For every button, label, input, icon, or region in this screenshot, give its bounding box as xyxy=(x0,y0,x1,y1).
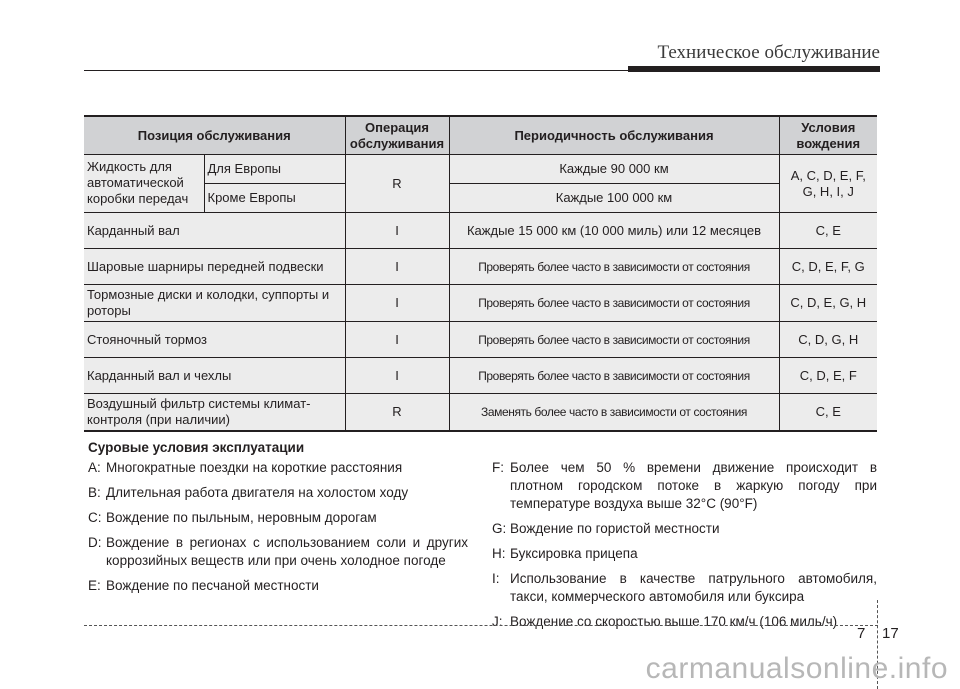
row-conditions: C, D, E, F, G xyxy=(779,249,877,285)
atf-interval-europe: Каждые 90 000 км xyxy=(449,155,779,184)
table-row xyxy=(84,358,877,394)
chapter-number: 7 xyxy=(857,625,866,642)
header-item: Позиция обслуживания xyxy=(84,116,345,155)
note-text: Вождение по пыльным, неровным дорогам xyxy=(106,510,377,525)
note-key: A: xyxy=(88,460,101,475)
header-operation: Операция обслуживания xyxy=(345,116,449,155)
note-key: J: xyxy=(492,614,503,629)
note-text: Многократные поездки на короткие расстояния xyxy=(106,460,403,475)
row-interval: Каждые 15 000 км (10 000 миль) или 12 месяцев xyxy=(449,213,779,249)
note-key: C: xyxy=(88,510,102,525)
table-row xyxy=(84,322,877,358)
row-conditions: C, D, G, H xyxy=(779,322,877,358)
list-item xyxy=(492,520,877,538)
row-conditions: C, E xyxy=(779,213,877,249)
note-text: Вождение по гористой местности xyxy=(510,521,720,536)
header-rule-accent xyxy=(628,66,880,72)
atf-item: Жидкость для автоматической коробки передач xyxy=(84,155,204,213)
atf-interval-non-europe: Каждые 100 000 км xyxy=(449,184,779,213)
row-interval: Заменять более часто в зависимости от состояния xyxy=(449,394,779,432)
header-conditions: Условия вождения xyxy=(779,116,877,155)
list-item xyxy=(492,545,877,563)
list-item xyxy=(88,509,468,527)
page-number: 17 xyxy=(882,625,899,642)
page-header-title: Техническое обслуживание xyxy=(657,42,880,63)
row-operation: I xyxy=(345,322,449,358)
row-operation: I xyxy=(345,249,449,285)
note-key: E: xyxy=(88,578,101,593)
table-row xyxy=(84,285,877,322)
list-item xyxy=(88,459,468,477)
notes-left-column xyxy=(88,459,468,602)
row-interval: Проверять более часто в зависимости от состояния xyxy=(449,285,779,322)
watermark: carmanualsonline.info xyxy=(645,652,948,685)
atf-operation: R xyxy=(345,155,449,213)
row-interval: Проверять более часто в зависимости от состояния xyxy=(449,249,779,285)
note-key: I: xyxy=(492,571,500,586)
row-operation: R xyxy=(345,394,449,432)
note-text: Вождение со скоростью выше 170 км/ч (106 миль/ч) xyxy=(510,614,838,629)
row-interval: Проверять более часто в зависимости от состояния xyxy=(449,358,779,394)
list-item xyxy=(88,534,468,570)
row-item: Карданный вал xyxy=(84,213,345,249)
note-text: Буксировка прицепа xyxy=(510,546,638,561)
table-row xyxy=(84,394,877,432)
table-row xyxy=(84,155,877,184)
note-text: Более чем 50 % времени движение происходит в плотном городском потоке в жаркую погоду при температуре воздуха выше 32°C (90°F) xyxy=(510,460,877,511)
note-text: Длительная работа двигателя на холостом ходу xyxy=(106,485,409,500)
row-interval: Проверять более часто в зависимости от состояния xyxy=(449,322,779,358)
list-item xyxy=(492,459,877,513)
row-item: Шаровые шарниры передней подвески xyxy=(84,249,345,285)
notes-title: Суровые условия эксплуатации xyxy=(88,440,305,455)
footer-divider xyxy=(84,625,878,626)
atf-conditions: A, C, D, E, F, G, H, I, J xyxy=(779,155,877,213)
atf-europe: Для Европы xyxy=(204,155,345,184)
row-operation: I xyxy=(345,285,449,322)
table-row xyxy=(84,213,877,249)
row-operation: I xyxy=(345,213,449,249)
note-text: Использование в качестве патрульного автомобиля, такси, коммерческого автомобиля или буксира xyxy=(510,571,877,604)
note-key: B: xyxy=(88,485,101,500)
list-item xyxy=(88,484,468,502)
note-key: G: xyxy=(492,521,507,536)
row-conditions: C, E xyxy=(779,394,877,432)
row-item: Стояночный тормоз xyxy=(84,322,345,358)
atf-non-europe: Кроме Европы xyxy=(204,184,345,213)
row-item: Карданный вал и чехлы xyxy=(84,358,345,394)
note-text: Вождение по песчаной местности xyxy=(106,578,319,593)
list-item xyxy=(492,613,877,631)
table-header-row xyxy=(84,116,877,155)
note-key: F: xyxy=(492,460,504,475)
row-item: Воздушный фильтр системы климат-контроля (при наличии) xyxy=(84,394,345,432)
row-conditions: C, D, E, F xyxy=(779,358,877,394)
header-interval: Периодичность обслуживания xyxy=(449,116,779,155)
note-key: D: xyxy=(88,535,102,550)
row-item: Тормозные диски и колодки, суппорты и роторы xyxy=(84,285,345,322)
table-row xyxy=(84,249,877,285)
list-item xyxy=(88,577,468,595)
notes-right-column xyxy=(492,459,877,638)
list-item xyxy=(492,570,877,606)
row-conditions: C, D, E, G, H xyxy=(779,285,877,322)
maintenance-table xyxy=(84,115,877,432)
note-key: H: xyxy=(492,546,506,561)
note-text: Вождение в регионах с использованием соли и других коррозийных веществ или при очень холодное погоде xyxy=(106,535,468,568)
row-operation: I xyxy=(345,358,449,394)
